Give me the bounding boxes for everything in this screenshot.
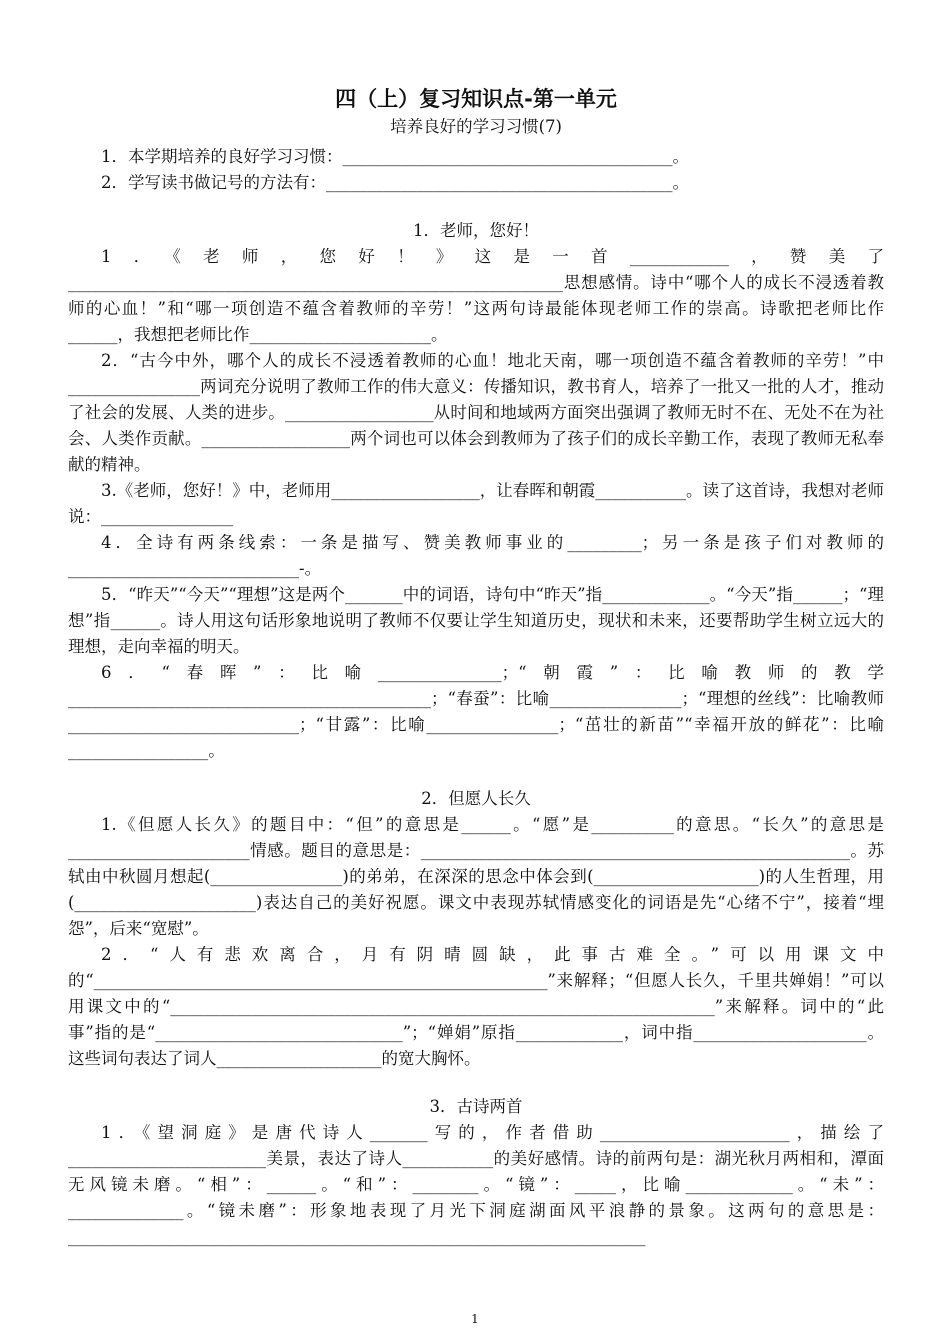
lesson2-title: 2．但愿人长久 [421, 789, 531, 808]
lesson1-question-4: 4．全诗有两条线索：一条是描写、赞美教师事业的_________；另一条是孩子们对教师的____________________________-。 [68, 533, 884, 578]
lesson1-question-5: 5．“昨天”“今天”“理想”这是两个_______中的词语，诗句中“昨天”指_____________。“今天”指______；“理想”指______。诗人用这句话形象地说明了教师不仅要让学生知道历史，现状和未来，还要帮助学生树立远大的理想，走向幸福的明天。 [68, 585, 884, 656]
page-title: 四（上）复习知识点-第一单元 [335, 87, 617, 111]
lesson2-question-2: 2．“人有悲欢离合，月有阴晴圆缺，此事古难全。”可以用课文中的“_______________________________________________________”来解释；“但愿人长久，千里共婵娟！”可以用课文中的“__________________________________________________________________”来解释。词中的“此事”指的是“______________________________”；“婵娟”原指_____________，词中指_____________________。这些词句表达了词人____________________的宽大胸怀。 [68, 945, 884, 1068]
habit-question-2: 2．学写读书做记号的方法有：__________________________________________。 [101, 173, 689, 192]
page-number: 1 [471, 1312, 479, 1326]
lesson2-question-1: 1.《但愿人长久》的题目中：“但”的意思是______。“愿”是__________的意思。“长久”的意思是______________________情感。题目的意思是：____________________________________________________。苏轼由中秋圆月想起(________________)的弟弟，在深深的思念中体会到(____________________)的人生哲理，用(______________________)表达自己的美好祝愿。课文中表现苏轼情感变化的词语是先“心绪不宁”，接着“埋怨”，后来“宽慰”。 [68, 815, 884, 938]
lesson1-question-2: 2．“古今中外，哪个人的成长不浸透着教师的心血！地北天南，哪一项创造不蕴含着教师的辛劳！”中________________两词充分说明了教师工作的伟大意义：传播知识，教书育人，培养了一批又一批的人才，推动了社会的发展、人类的进步。__________________从时间和地域两方面突出强调了教师无时不在、无处不在为社会、人类作贡献。__________________两个词也可以体会到教师为了孩子们的成长辛勤工作，表现了教师无私奉献的精神。 [68, 351, 884, 474]
lesson1-question-6: 6．“春晖”：比喻_______________；“朝霞”：比喻教师的教学____________________________________________；“春蚕”：比喻________________；“理想的丝线”：比喻教师____________________________；“甘露”：比喻________________；“茁壮的新苗”“幸福开放的鲜花”：比喻_________________。 [68, 663, 884, 760]
lesson3-question-1: 1．《望洞庭》是唐代诗人_______写的，作者借助_______________________，描绘了________________________美景，表达了诗人___________的美好感情。诗的前两句是：湖光秋月两相和，潭面无风镜未磨。“相”：______。“和”：________。“镜”：_____，比喻_____________。“未”：______________。“镜未磨”：形象地表现了月光下洞庭湖面风平浪静的景象。这两句的意思是：______________________________________________________________________ [68, 1123, 884, 1246]
lesson3-title: 3．古诗两首 [429, 1097, 523, 1116]
worksheet-page [68, 80, 884, 1250]
lesson1-question-1: 1．《老师，您好！》这是一首____________，赞美了____________________________________________________________思想感情。诗中“哪个人的成长不浸透着教师的心血！”和“哪一项创造不蕴含着教师的辛劳！”这两句诗最能体现老师工作的崇高。诗歌把老师比作______，我想把老师比作______________________。 [68, 247, 884, 344]
lesson1-question-3: 3.《老师，您好！》中，老师用__________________，让春晖和朝霞___________。读了这首诗，我想对老师说：________________ [68, 481, 884, 526]
lesson1-title: 1．老师，您好！ [413, 221, 539, 240]
habit-question-1: 1．本学期培养的良好学习习惯：________________________________________。 [101, 147, 689, 166]
page-subtitle: 培养良好的学习习惯(7) [390, 117, 562, 136]
